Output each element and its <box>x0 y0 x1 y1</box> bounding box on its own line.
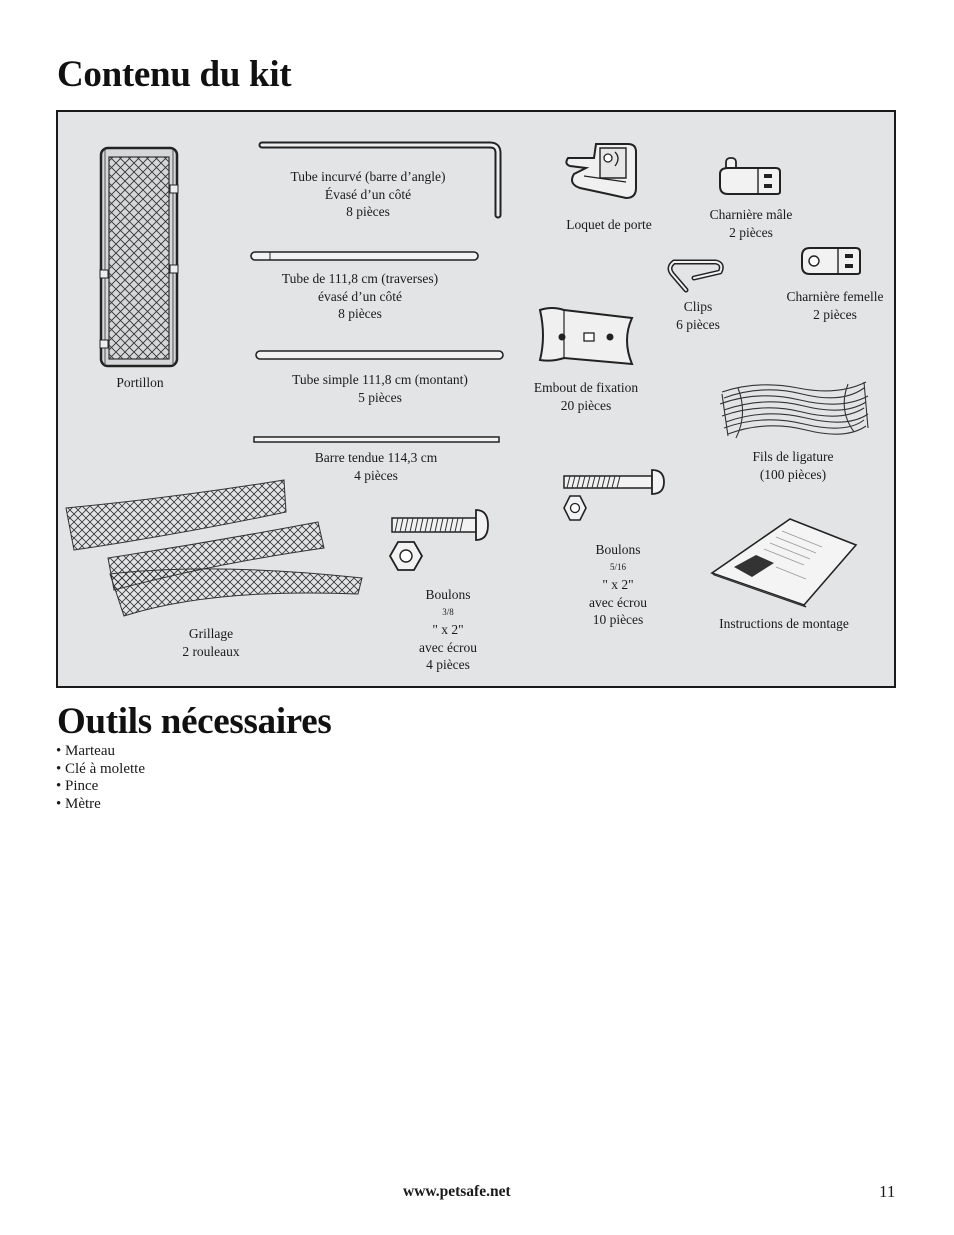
simple-tube-label: Tube simple 111,8 cm (montant) 5 pièces <box>292 372 468 405</box>
latch-illustration <box>560 138 650 204</box>
tension-bar-label: Barre tendue 114,3 cm 4 pièces <box>314 450 438 483</box>
page-number: 11 <box>879 1182 896 1201</box>
clips-illustration <box>664 258 728 294</box>
end-cap-illustration <box>532 304 642 372</box>
large-bolt-illustration <box>562 468 666 524</box>
tools-list-item: • Pince <box>56 778 99 794</box>
female-hinge-illustration <box>798 242 864 278</box>
end-cap-label: Embout de fixation 20 pièces <box>533 380 639 413</box>
clips-label: Clips 6 pièces <box>676 299 720 332</box>
assembly-manual-illustration <box>710 517 858 607</box>
large-bolt-label: Boulons 5/16 " x 2" avec écrou 10 pièces <box>588 542 648 627</box>
latch-label: Loquet de porte <box>566 217 652 232</box>
small-bolt-label: Boulons 3/8 " x 2" avec écrou 4 pièces <box>418 587 478 672</box>
tools-list-item: • Mètre <box>56 795 101 812</box>
tension-bar-illustration <box>253 436 501 444</box>
male-hinge-illustration <box>716 154 784 198</box>
tools-list-item: • Clé à molette <box>56 760 145 777</box>
tie-wires-illustration <box>718 374 870 442</box>
mesh-label: Grillage 2 rouleaux <box>182 626 240 659</box>
tools-list-item: • Marteau <box>56 743 115 759</box>
footer-website-link[interactable]: www.petsafe.net <box>403 1183 511 1200</box>
kit-section-title: Contenu du kit <box>57 54 292 95</box>
gate-label: Portillon <box>116 375 164 390</box>
small-bolt-illustration <box>390 508 490 580</box>
tools-section-title: Outils nécessaires <box>57 701 332 742</box>
kit-contents-panel <box>56 110 896 688</box>
tools-list <box>56 743 145 813</box>
assembly-manual-label: Instructions de montage <box>719 616 849 631</box>
bent-tube-label: Tube incurvé (barre d’angle) Évasé d’un côté 8 pièces <box>290 169 446 219</box>
male-hinge-label: Charnière mâle 2 pièces <box>709 207 793 240</box>
gate-illustration <box>98 145 180 370</box>
tie-wires-label: Fils de ligature (100 pièces) <box>752 449 834 482</box>
simple-tube-illustration <box>255 349 505 361</box>
mesh-rolls-illustration <box>62 478 362 628</box>
rail-tube-label: Tube de 111,8 cm (traverses) évasé d’un côté 8 pièces <box>281 271 439 321</box>
female-hinge-label: Charnière femelle 2 pièces <box>786 289 884 322</box>
rail-tube-illustration <box>250 250 480 262</box>
